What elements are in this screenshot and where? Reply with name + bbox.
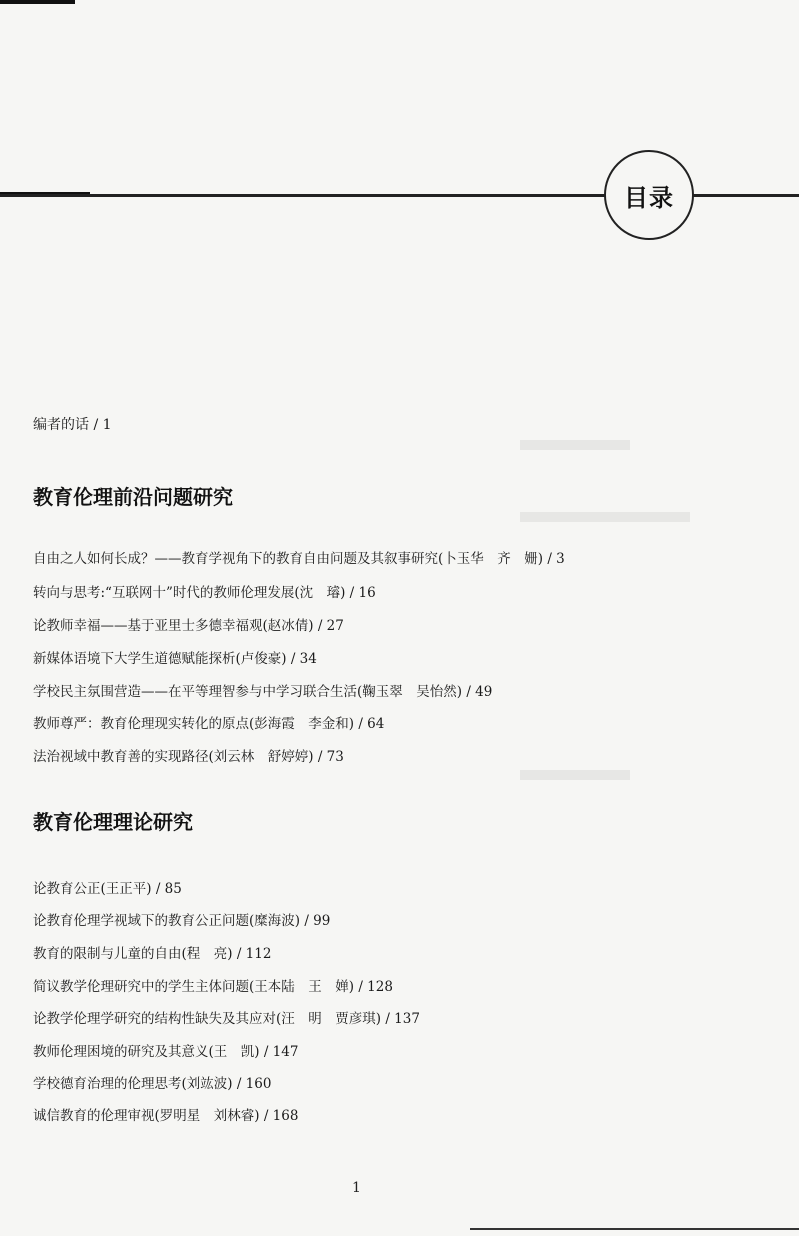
section-title-theory: 教育伦理理论研究	[33, 810, 193, 834]
editor-note: 编者的话 / 1	[33, 417, 112, 433]
toc-entry: 转向与思考:“互联网十”时代的教师伦理发展(沈 璿) / 16	[33, 585, 376, 601]
toc-entry: 论教育公正(王正平) / 85	[33, 881, 182, 897]
toc-entry: 学校德育治理的伦理思考(刘竑波) / 160	[33, 1076, 272, 1092]
toc-entry: 简议教学伦理研究中的学生主体问题(王本陆 王 婵) / 128	[33, 979, 393, 995]
show-through-mark	[520, 440, 630, 450]
show-through-mark	[520, 770, 630, 780]
page-title: 目录	[624, 183, 674, 212]
toc-entry: 自由之人如何长成？——教育学视角下的教育自由问题及其叙事研究(卜玉华 齐 姗) / 3	[33, 551, 565, 567]
section-title-frontier: 教育伦理前沿问题研究	[33, 485, 233, 509]
toc-entry: 论教学伦理学研究的结构性缺失及其应对(汪 明 贾彦琪) / 137	[33, 1011, 420, 1027]
bottom-rule	[470, 1228, 799, 1230]
show-through-mark	[520, 512, 690, 522]
toc-entry: 教育的限制与儿童的自由(程 亮) / 112	[33, 946, 272, 962]
toc-entry: 教师伦理困境的研究及其意义(王 凯) / 147	[33, 1044, 299, 1060]
page-number: 1	[352, 1180, 361, 1196]
toc-entry: 新媒体语境下大学生道德赋能探析(卢俊豪) / 34	[33, 651, 317, 667]
top-corner-mark	[0, 0, 75, 4]
title-circle	[604, 150, 694, 240]
toc-entry: 学校民主氛围营造——在平等理智参与中学习联合生活(鞠玉翠 吴怡然) / 49	[33, 684, 493, 700]
toc-entry: 教师尊严：教育伦理现实转化的原点(彭海霞 李金和) / 64	[33, 716, 385, 732]
toc-entry: 法治视域中教育善的实现路径(刘云林 舒婷婷) / 73	[33, 749, 344, 765]
toc-entry: 诚信教育的伦理审视(罗明星 刘林睿) / 168	[33, 1108, 299, 1124]
toc-entry: 论教师幸福——基于亚里士多德幸福观(赵冰倩) / 27	[33, 618, 344, 634]
toc-entry: 论教育伦理学视域下的教育公正问题(糜海波) / 99	[33, 913, 331, 929]
